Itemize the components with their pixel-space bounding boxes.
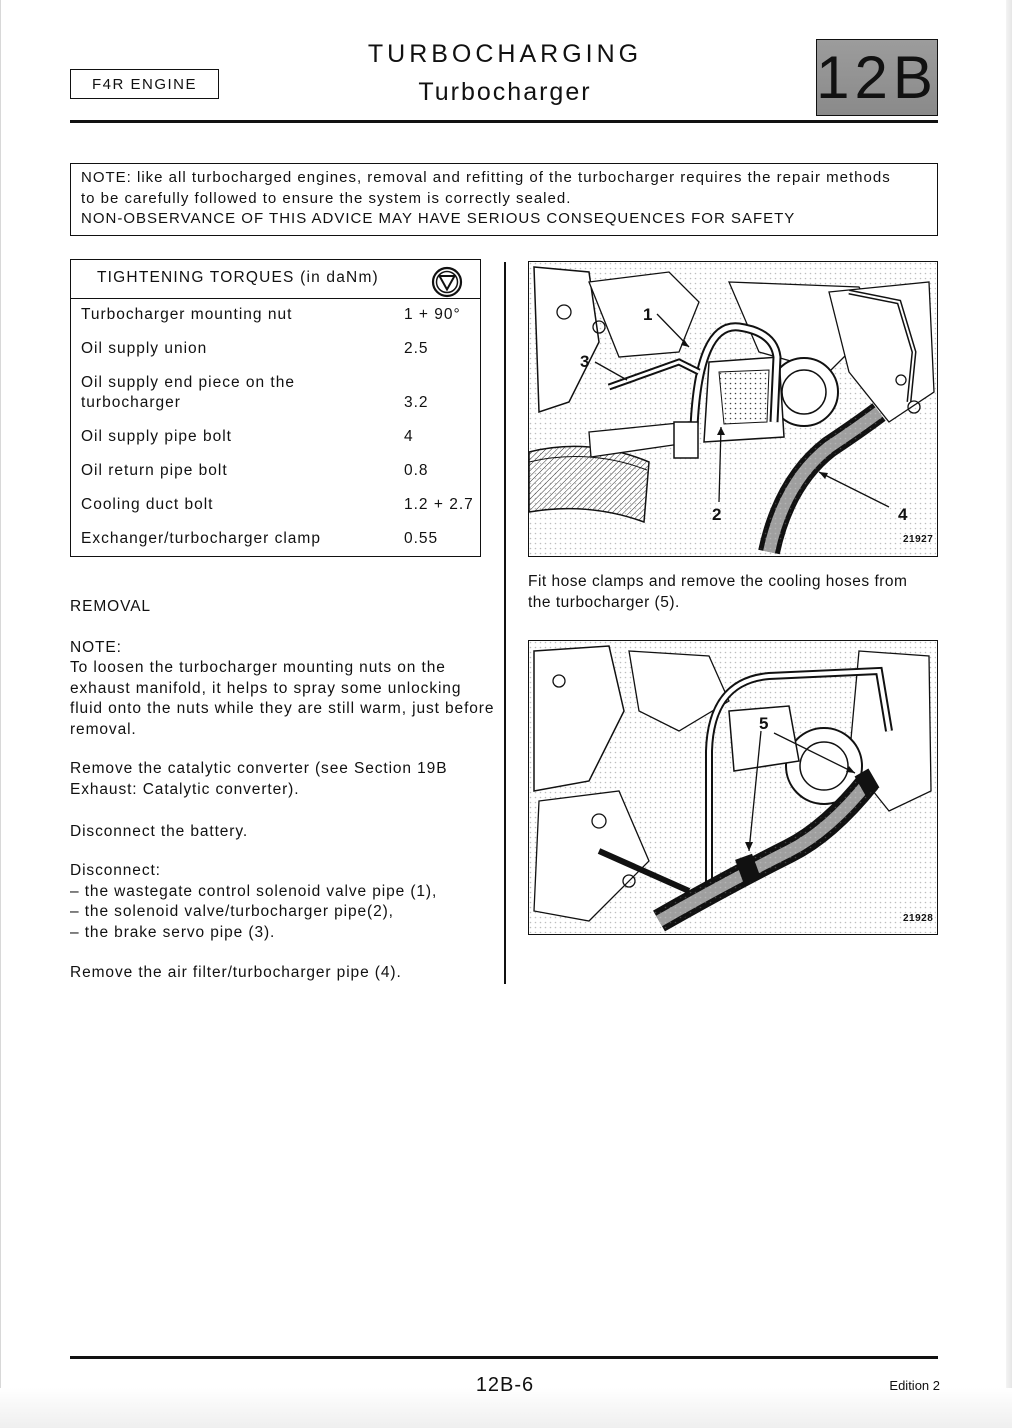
text-line: exhaust manifold, it helps to spray some unlocking <box>70 679 462 697</box>
list-item: – the brake servo pipe (3). <box>70 923 276 941</box>
note-line: NON-OBSERVANCE OF THIS ADVICE MAY HAVE SERIOUS CONSEQUENCES FOR SAFETY <box>81 210 796 227</box>
figure-caption <box>528 572 938 613</box>
torque-value: 4 <box>404 428 414 445</box>
text-line: Remove the catalytic converter (see Section 19B <box>70 760 448 777</box>
page-subtitle: Turbocharger <box>418 78 592 106</box>
disconnect-label: Disconnect: <box>70 862 161 879</box>
list-item: – the solenoid valve/turbocharger pipe(2), <box>70 903 394 920</box>
text-line: the turbocharger (5). <box>528 593 680 611</box>
battery-instruction: Disconnect the battery. <box>70 823 249 840</box>
torque-value: 0.8 <box>404 462 429 479</box>
edition-label: Edition 2 <box>889 1378 940 1393</box>
torque-label: Turbocharger mounting nut <box>81 306 293 323</box>
list-item: – the wastegate control solenoid valve pipe (1), <box>70 882 438 900</box>
torque-value: 1 + 90° <box>404 306 461 323</box>
torque-label: Oil supply end piece on the <box>81 374 295 391</box>
text-line: Exhaust: Catalytic converter). <box>70 780 300 798</box>
callout-4: 4 <box>898 505 908 524</box>
catalytic-instruction <box>70 759 447 800</box>
page-number: 12B-6 <box>475 1374 535 1396</box>
torque-label: Cooling duct bolt <box>81 496 214 513</box>
engine-label: F4R ENGINE <box>70 69 219 99</box>
turbocharger-figure-21928 <box>528 640 938 935</box>
removal-heading: REMOVAL <box>70 598 151 615</box>
torque-value: 1.2 + 2.7 <box>404 496 474 513</box>
column-divider <box>504 262 506 984</box>
removal-note-label: NOTE: <box>70 639 122 656</box>
section-code-badge: 12B <box>816 39 938 116</box>
text-line: To loosen the turbocharger mounting nuts on the <box>70 659 446 676</box>
page-edge <box>0 0 1 1428</box>
footer-rule <box>70 1356 938 1359</box>
figure-id: 21927 <box>903 534 934 545</box>
removal-note <box>70 658 494 740</box>
turbocharger-figure-21927 <box>528 261 938 557</box>
header-rule <box>70 120 938 123</box>
torque-label: Exchanger/turbocharger clamp <box>81 530 321 547</box>
page-title: TURBOCHARGING <box>367 40 643 68</box>
torque-label-continued: turbocharger <box>81 394 181 411</box>
note-line: to be carefully followed to ensure the system is correctly sealed. <box>81 189 572 207</box>
torque-label: Oil return pipe bolt <box>81 462 228 479</box>
engine-illustration-1 <box>529 262 936 555</box>
callout-1: 1 <box>643 305 653 324</box>
torque-label: Oil supply union <box>81 340 208 357</box>
page-edge-shadow <box>1006 0 1012 1428</box>
note-line: NOTE: like all turbocharged engines, removal and refitting of the turbocharger requires the repair methods <box>81 169 891 186</box>
callout-3: 3 <box>580 352 590 371</box>
text-line: removal. <box>70 720 137 738</box>
torque-label: Oil supply pipe bolt <box>81 428 232 445</box>
engine-illustration-2 <box>529 641 936 933</box>
torque-value: 0.55 <box>404 530 439 547</box>
callout-5: 5 <box>759 714 769 733</box>
torque-wrench-triangle-icon <box>431 266 463 298</box>
tightening-torques-table <box>70 259 481 557</box>
torque-table-title: TIGHTENING TORQUES (in daNm) <box>97 269 379 286</box>
safety-note-box <box>70 163 938 236</box>
text-line: Fit hose clamps and remove the cooling hoses from <box>528 573 908 590</box>
torque-value: 2.5 <box>404 340 429 357</box>
torque-table-header <box>71 260 480 299</box>
figure-id: 21928 <box>903 913 934 924</box>
air-filter-instruction: Remove the air filter/turbocharger pipe (4). <box>70 964 402 981</box>
text-line: fluid onto the nuts while they are still warm, just before <box>70 700 495 717</box>
disconnect-instruction <box>70 861 437 943</box>
torque-value: 3.2 <box>404 394 429 411</box>
callout-2: 2 <box>712 505 722 524</box>
